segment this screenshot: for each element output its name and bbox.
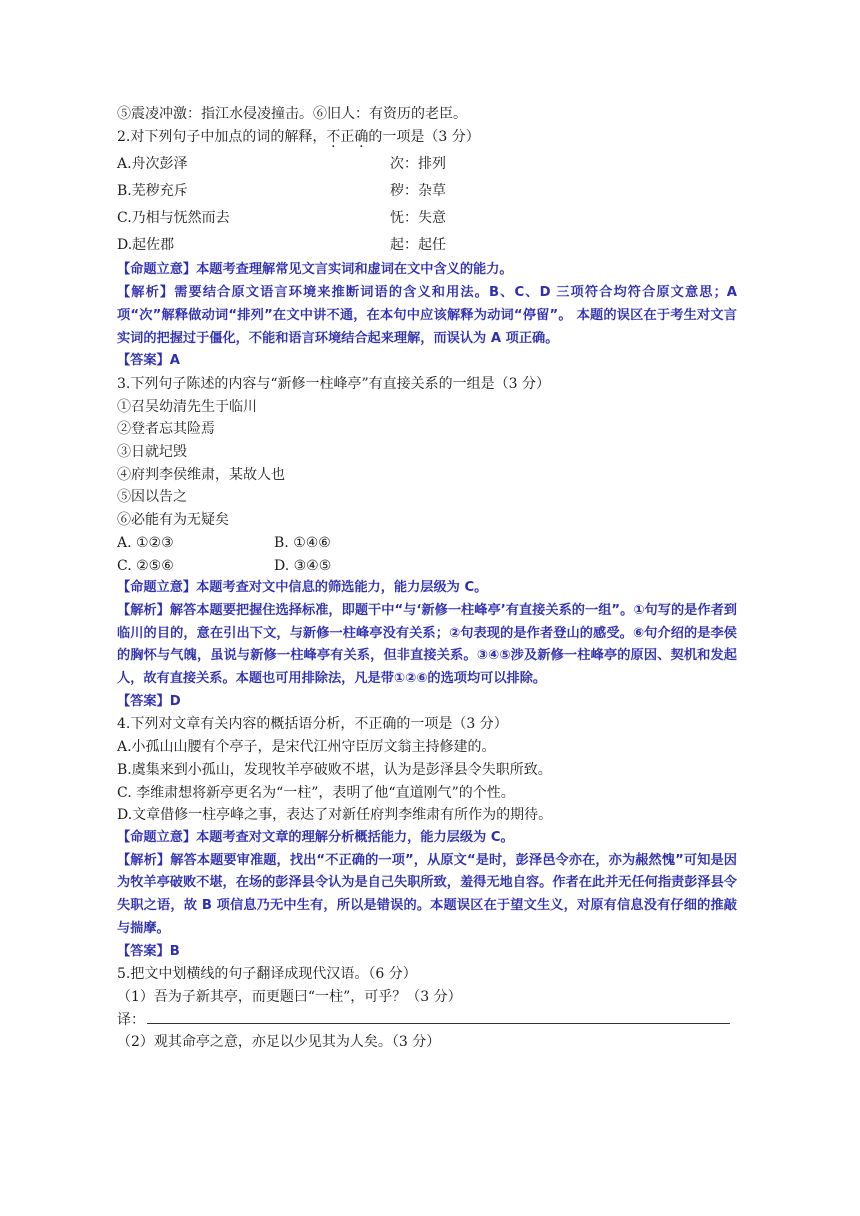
q2-stem-part: 正: [340, 128, 355, 145]
q3-item: ②登者忘其险焉: [117, 421, 215, 438]
option-gloss: 秽：杂草: [390, 183, 446, 200]
q2-stem-part: 的一项是（3 分）: [368, 128, 480, 145]
option-row: [117, 232, 737, 259]
q5-translation-row: [117, 1009, 737, 1032]
option-text: D.起佐郡: [117, 237, 175, 254]
q4-option: A.小孤山山腰有个亭子，是宋代江州守臣厉文翁主持修建的。: [117, 739, 496, 756]
analysis-text: 解答本题要审准题，找出“不正确的一项”，从原文“是时，彭泽邑令亦在，亦为赧然愧”可知是因为牧羊亭破败不堪，在场的彭泽县令认为是自己失职所致，羞得无地自容。作者在此并无任何指责彭泽县令失职之语，故 B 项信息乃无中生有，所以是错误的。本题误区在于望文生义，对原有信息没有仔细的推敲与揣摩。: [117, 852, 737, 936]
analysis-tag: 【解析】: [117, 285, 175, 301]
q3-item: ⑤因以告之: [117, 489, 187, 506]
document-page: [117, 103, 737, 1054]
q2-answer: [117, 350, 737, 373]
q3-item: ④府判李侯维肃，某故人也: [117, 466, 285, 483]
q3-item: ①召吴幼清先生于临川: [117, 398, 257, 415]
analysis-tag: 【解析】: [117, 852, 171, 868]
q3-stem: 3.下列句子陈述的内容与“新修一柱峰亭”有直接关系的一组是（3 分）: [117, 375, 551, 392]
q3-item: ⑥必能有为无疑矣: [117, 512, 229, 529]
q5-sentence-1: （1）吾为子新其亭，而更题曰“一柱”，可乎？（3 分）: [117, 988, 462, 1005]
choice-text: D. ③④⑤: [274, 557, 332, 574]
emphasis-dot-char: 不: [326, 128, 341, 145]
choice-text: B. ①④⑥: [274, 534, 331, 551]
answer-tag: 【答案】: [117, 693, 170, 709]
intent-text: 本题考查对文中信息的筛选能力，能力层级为 C。: [196, 580, 488, 596]
analysis-text: 解答本题要把握住选择标准，即题干中“与‘新修一柱峰亭’有直接关系的一组”。①句写的是作者到临川的目的，意在引出下文，与新修一柱峰亭没有关系；②句表现的是作者登山的感受。⑥句介绍的是李侯的胸怀与气魄，虽说与新修一柱峰亭有关系，但非直接关系。③④⑤涉及新修一柱峰亭的原因、契机和发起人，故有直接关系。本题也可用排除法，凡是带①②⑥的选项均可以排除。: [117, 602, 737, 687]
q4-option: D.文章借修一柱亭峰之事，表达了对新任府判李维肃有所作为的期待。: [117, 807, 553, 824]
option-text: A.舟次彭泽: [117, 156, 188, 173]
intent-text: 本题考查理解常见文言实词和虚词在文中含义的能力。: [196, 262, 513, 278]
translation-label: 译：: [117, 1011, 145, 1028]
q3-item: ③日就圮毁: [117, 444, 187, 461]
choice-text: A. ①②③: [117, 534, 174, 551]
option-gloss: 怃：失意: [390, 210, 446, 227]
q4-stem: 4.下列对文章有关内容的概括语分析，不正确的一项是（3 分）: [117, 716, 508, 733]
q2-options: [117, 151, 737, 259]
analysis-text: 需要结合原文语言环境来推断词语的含义和用法。B、C、D 三项符合均符合原文意思；A 项“次”解释做动词“排列”在文中讲不通，在本句中应该解释为动词“停留”。 本题的误区在于考生对文言实词的把握过于僵化，不能和语言环境结合起来理解，而误认为 A 项正确。: [117, 285, 737, 346]
analysis-tag: 【解析】: [117, 602, 170, 618]
q4-answer: [117, 941, 737, 964]
q3-choice-row: [117, 555, 737, 578]
answer-text: A: [169, 353, 180, 369]
option-row: [117, 151, 737, 178]
q3-analysis: [117, 600, 737, 691]
option-gloss: 起：起任: [390, 237, 446, 254]
option-row: [117, 178, 737, 205]
q2-stem: [117, 126, 737, 149]
q5-sentence-2: （2）观其命亭之意，亦足以少见其为人矣。（3 分）: [117, 1034, 441, 1051]
answer-text: D: [169, 693, 181, 709]
intent-text: 本题考查对文章的理解分析概括能力，能力层级为 C。: [196, 829, 514, 845]
answer-tag: 【答案】: [117, 943, 170, 959]
option-text: C.乃相与怃然而去: [117, 210, 230, 227]
q5-stem: 5.把文中划横线的句子翻译成现代汉语。（6 分）: [117, 966, 417, 983]
footnote-line: ⑤震凌冲激：指江水侵凌撞击。⑥旧人：有资历的老臣。: [117, 106, 467, 122]
choice-text: C. ②⑤⑥: [117, 557, 174, 574]
intent-tag: 【命题立意】: [117, 829, 197, 845]
q4-intent: [117, 827, 737, 850]
q2-analysis: [117, 282, 737, 350]
answer-blank-line[interactable]: [147, 1009, 730, 1024]
option-text: B.芜秽充斥: [117, 183, 188, 200]
option-gloss: 次：排列: [390, 156, 446, 173]
q4-analysis: [117, 850, 737, 941]
intent-tag: 【命题立意】: [117, 262, 197, 278]
q4-option: B.虞集来到小孤山，发现牧羊亭破败不堪，认为是彭泽县令失职所致。: [117, 761, 552, 778]
q2-intent: [117, 259, 737, 282]
answer-tag: 【答案】: [117, 353, 170, 369]
q4-option: C. 李维肃想将新亭更名为“一柱”，表明了他“直道刚气”的个性。: [117, 784, 515, 801]
emphasis-dot-char: 确: [354, 128, 369, 145]
option-row: [117, 205, 737, 232]
answer-text: B: [169, 943, 180, 959]
q2-stem-part: 2.对下列句子中加点的词的解释，: [117, 128, 327, 145]
intent-tag: 【命题立意】: [117, 580, 197, 596]
q3-answer: [117, 691, 737, 714]
q3-intent: [117, 577, 737, 600]
q3-choice-row: [117, 532, 737, 555]
